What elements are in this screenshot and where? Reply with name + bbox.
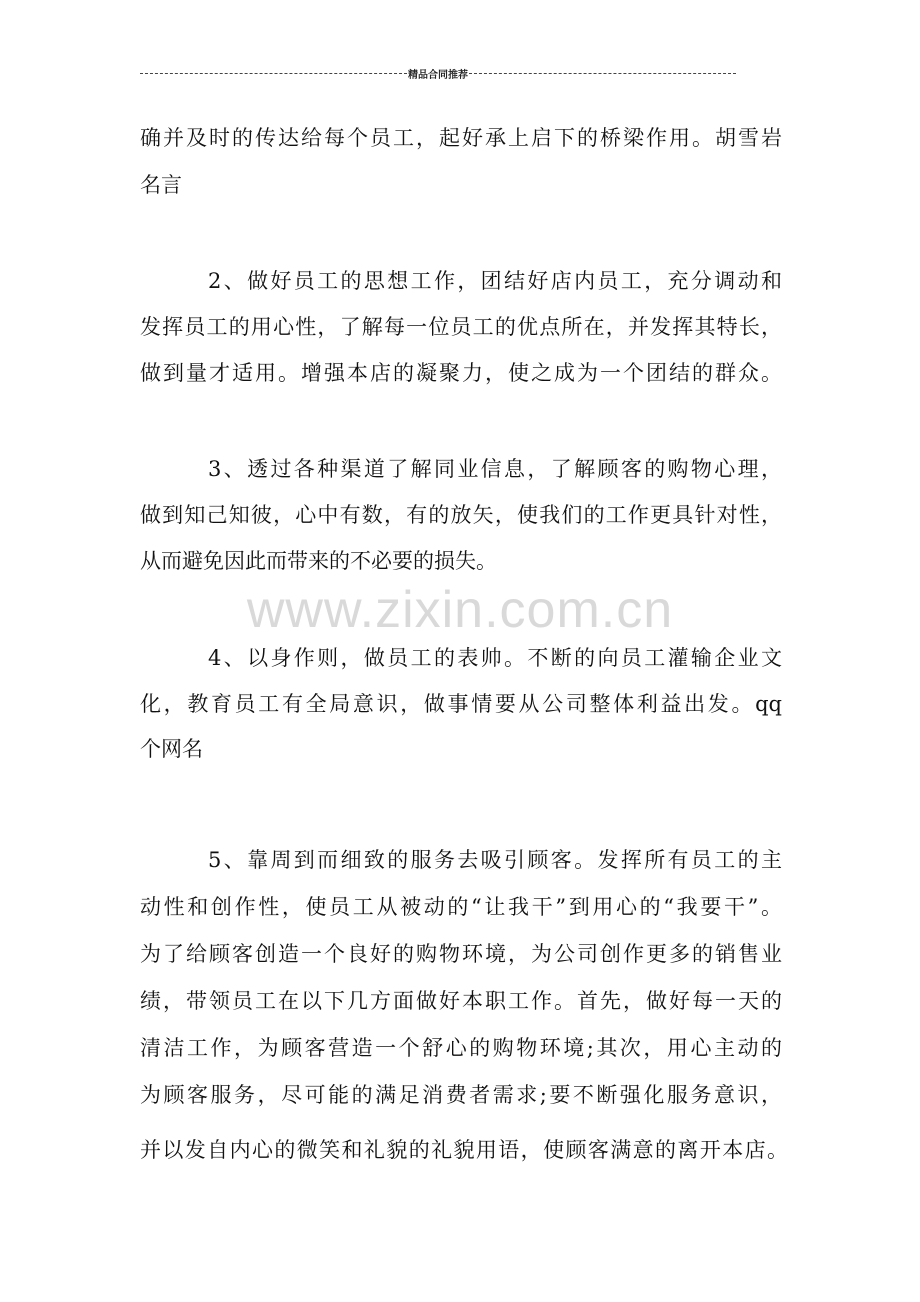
paragraph-2-line: 做到量才适用。增强本店的凝聚力，使之成为一个团结的群众。	[140, 361, 782, 385]
header-title: 精品合同推荐	[408, 70, 468, 81]
paragraph-3-line: 做到知己知彼，心中有数，有的放矢，使我们的工作更具针对性，	[140, 503, 782, 527]
paragraph-3-line: 从而避免因此而带来的不必要的损失。	[140, 549, 497, 573]
paragraph-1-line: 名言	[140, 173, 182, 197]
paragraph-4-line: 化，教育员工有全局意识，做事情要从公司整体利益出发。qq	[140, 692, 782, 716]
header-divider-left	[140, 73, 407, 74]
paragraph-2-line: 发挥员工的用心性，了解每一位员工的优点所在，并发挥其特长，	[140, 315, 782, 339]
page-header	[140, 66, 736, 81]
watermark: www.zixin.com.cn	[246, 581, 674, 639]
paragraph-2-line: 2、做好员工的思想工作，团结好店内员工，充分调动和	[208, 269, 782, 293]
paragraph-5-line: 5、靠周到而细致的服务去吸引顾客。发挥所有员工的主	[208, 848, 782, 872]
paragraph-3-line: 3、透过各种渠道了解同业信息，了解顾客的购物心理，	[208, 457, 782, 481]
paragraph-4-line: 个网名	[140, 737, 203, 761]
paragraph-1-line: 确并及时的传达给每个员工，起好承上启下的桥梁作用。胡雪岩	[140, 126, 782, 150]
paragraph-5-line: 动性和创作性，使员工从被动的“让我干”到用心的“我要干”。	[140, 895, 782, 919]
paragraph-5-line: 绩，带领员工在以下几方面做好本职工作。首先，做好每一天的	[140, 989, 782, 1013]
paragraph-4-line: 4、以身作则，做员工的表帅。不断的向员工灌输企业文	[208, 646, 782, 670]
paragraph-5-line: 清洁工作，为顾客营造一个舒心的购物环境;其次，用心主动的	[140, 1036, 782, 1060]
paragraph-5-line: 为了给顾客创造一个良好的购物环境，为公司创作更多的销售业	[140, 942, 782, 966]
paragraph-5-line: 并以发自内心的微笑和礼貌的礼貌用语，使顾客满意的离开本店。	[140, 1138, 788, 1162]
header-divider-right	[469, 73, 736, 74]
paragraph-5-line: 为顾客服务，尽可能的满足消费者需求;要不断强化服务意识，	[140, 1083, 782, 1107]
